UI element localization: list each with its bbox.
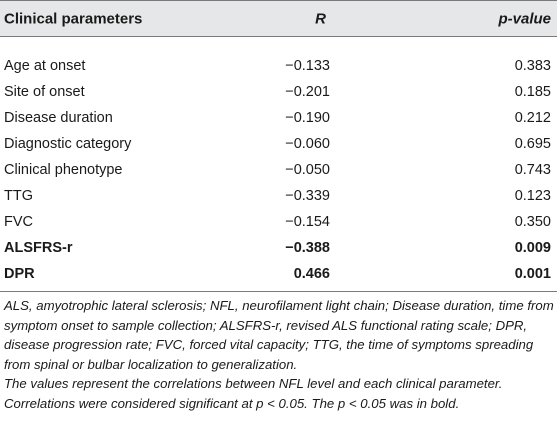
cell-parameter: FVC [4,214,33,230]
footnote-abbreviations: ALS, amyotrophic lateral sclerosis; NFL, neurofilament light chain; Disease duration, time from symptom onset to sample collection; ALSFRS-r, revised ALS functional rating scale; DPR, disease progression rate; FVC, forced vital capacity; TTG, the time of symptoms spreading from spinal or bulbar localization to generalization. [4,298,554,372]
table-row [0,105,557,131]
cell-parameter: DPR [4,266,35,282]
cell-parameter: Diagnostic category [4,136,132,152]
header-r: R [315,10,326,27]
table-row [0,261,557,287]
cell-r-value: −0.133 [285,58,330,74]
table-row [0,79,557,105]
table-row [0,157,557,183]
cell-p-value: 0.123 [514,188,551,204]
cell-parameter: TTG [4,188,33,204]
cell-r-value: −0.388 [285,240,330,256]
cell-p-value: 0.212 [514,110,551,126]
cell-r-value: −0.190 [285,110,330,126]
cell-p-value: 0.743 [514,162,551,178]
table-row [0,209,557,235]
table-footnotes [0,292,557,413]
cell-r-value: 0.466 [293,266,330,282]
table-body [0,37,557,287]
cell-r-value: −0.154 [285,214,330,230]
table-header-row [0,0,557,37]
header-p-value: p-value [498,10,551,27]
cell-p-value: 0.350 [514,214,551,230]
cell-r-value: −0.050 [285,162,330,178]
footnote-values-note: The values represent the correlations between NFL level and each clinical parameter. Correlations were considered significant at p < 0.05. The p < 0.05 was in bold. [4,376,503,411]
cell-r-value: −0.339 [285,188,330,204]
cell-parameter: Clinical phenotype [4,162,123,178]
cell-r-value: −0.060 [285,136,330,152]
table-row [0,53,557,79]
header-clinical-parameters: Clinical parameters [4,10,143,27]
cell-p-value: 0.383 [514,58,551,74]
cell-p-value: 0.185 [514,84,551,100]
cell-p-value: 0.001 [514,266,551,282]
cell-p-value: 0.695 [514,136,551,152]
table-row [0,183,557,209]
cell-r-value: −0.201 [285,84,330,100]
table-row [0,235,557,261]
cell-parameter: Age at onset [4,58,86,74]
table-row [0,131,557,157]
cell-parameter: ALSFRS-r [4,240,73,256]
cell-parameter: Site of onset [4,84,85,100]
cell-p-value: 0.009 [514,240,551,256]
cell-parameter: Disease duration [4,110,113,126]
